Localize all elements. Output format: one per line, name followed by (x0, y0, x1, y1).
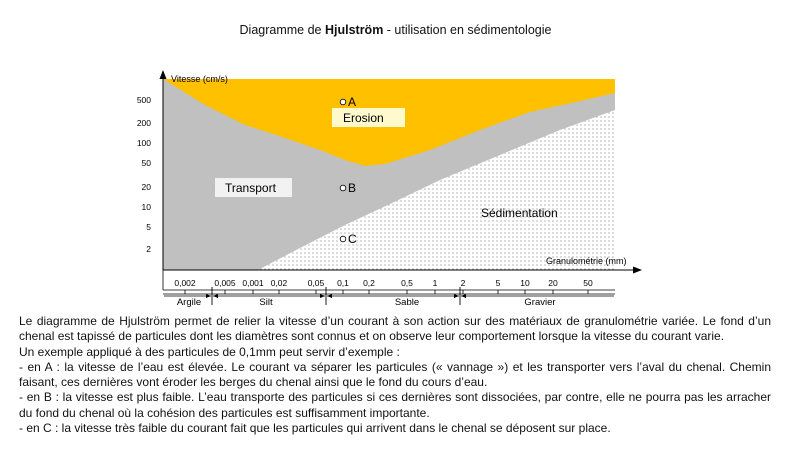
x-axis-label: Granulométrie (mm) (546, 256, 627, 266)
x-tick-label: 0,002 (174, 278, 196, 288)
point-a-marker (340, 99, 346, 105)
class-range-arrow (206, 294, 211, 298)
class-range-arrow (320, 294, 325, 298)
x-axis-arrow (633, 267, 642, 274)
y-axis-label: Vitesse (cm/s) (171, 74, 228, 84)
point-b-marker (340, 185, 346, 191)
class-range-arrow (213, 294, 218, 298)
x-tick-label: 2 (460, 278, 466, 288)
class-label: Sable (394, 297, 420, 308)
description (19, 314, 771, 436)
sedimentation-label: Sédimentation (481, 206, 558, 220)
erosion-label: Erosion (343, 111, 384, 125)
x-tick-label: 10 (520, 278, 530, 288)
x-tick-label: 0,02 (270, 278, 288, 288)
x-tick-label: 50 (583, 278, 593, 288)
title-suffix: - utilisation en sédimentologie (383, 23, 552, 37)
y-tick-label: 50 (141, 158, 151, 168)
y-tick-label: 20 (141, 182, 151, 192)
x-tick-label: 1 (432, 278, 438, 288)
title-name: Hjulström (324, 23, 384, 37)
y-axis-arrow (160, 70, 167, 79)
x-tick-label: 0,005 (214, 278, 236, 288)
description-paragraph: - en B : la vitesse est plus faible. L’eau transporte des particules si ces dernières sont dissociées, par contre, elle ne pourra pas les arracher du fond du chenal où la cohésion des particules est suffisamment importante. (19, 390, 771, 420)
class-label: Argile (176, 297, 202, 308)
point-c-marker (340, 236, 346, 242)
x-tick-label: 0,2 (363, 278, 375, 288)
title-prefix: Diagramme de (239, 23, 325, 37)
point-b-label: B (348, 181, 357, 195)
class-label: Silt (259, 297, 273, 308)
class-label: Gravier (524, 297, 556, 308)
x-tick-label: 5 (495, 278, 501, 288)
x-tick-label: 0,1 (337, 278, 349, 288)
x-tick-label: 20 (548, 278, 558, 288)
class-range-arrow (454, 294, 459, 298)
description-paragraph: - en C : la vitesse très faible du courant fait que les particules qui arrivent dans le chenal se déposent sur place. (19, 421, 611, 436)
y-tick-label: 5 (146, 222, 151, 232)
class-range-arrow (327, 294, 332, 298)
y-tick-label: 10 (141, 202, 151, 212)
y-tick-label: 200 (136, 118, 151, 128)
y-tick-label: 2 (146, 244, 151, 254)
point-c-label: C (348, 232, 357, 246)
y-tick-label: 100 (136, 138, 151, 148)
x-tick-label: 0,05 (307, 278, 325, 288)
description-paragraph: Le diagramme de Hjulström permet de relier la vitesse d’un courant à son action sur des matériaux de granulométrie variée. Le fond d’un chenal est tapissé de particules dont les diamètres sont connus et on observe leur comportement lorsque la vitesse du courant varie. (19, 314, 771, 344)
x-tick-label: 0,001 (242, 278, 264, 288)
description-paragraph: - en A : la vitesse de l’eau est élevée. Le courant va séparer les particules (« vannage ») et les transporter vers l’aval du chenal. Chemin faisant, ces dernières vont éroder les berges du chenal ainsi que le fond du cours d’eau. (19, 359, 771, 390)
x-tick-label: 0,5 (401, 278, 413, 288)
class-range-arrow (461, 294, 466, 298)
y-tick-label: 500 (136, 95, 151, 105)
point-a-label: A (348, 95, 357, 109)
description-paragraph: Un exemple appliqué à des particules de 0,1mm peut servir d’exemple : (19, 344, 400, 359)
transport-label: Transport (225, 181, 276, 195)
